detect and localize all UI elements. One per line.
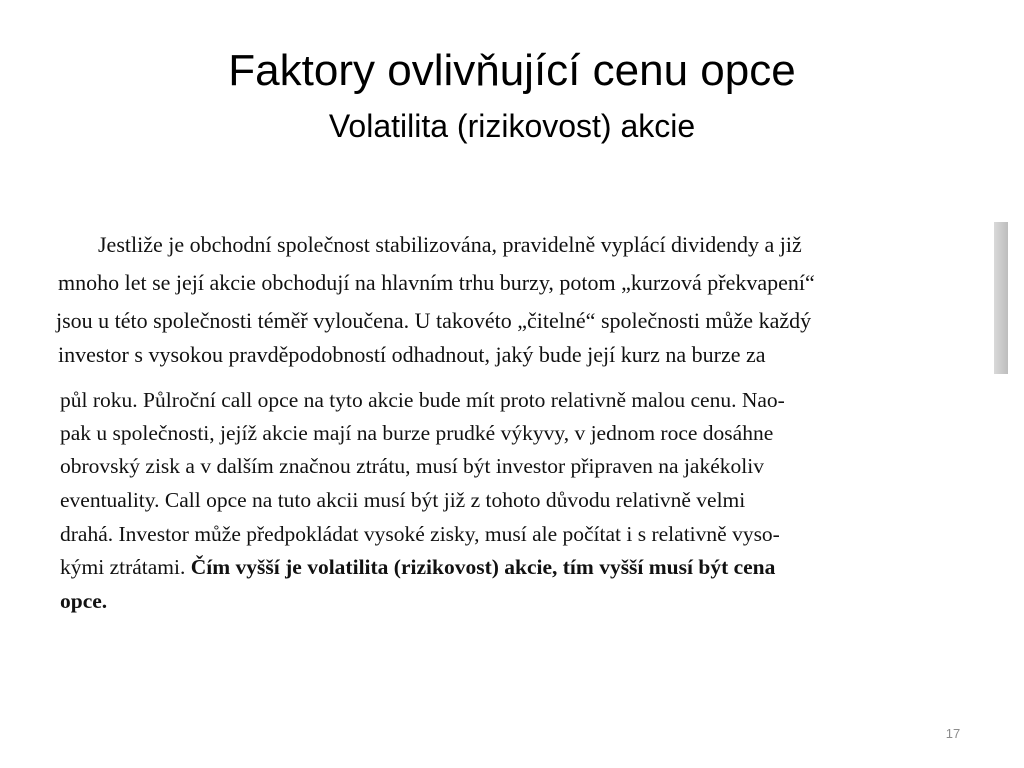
bold-text: Čím vyšší je volatilita (rizikovost) akcie, tím vyšší musí být cena (190, 555, 776, 579)
scan-line: jsou u této společnosti téměř vyloučena. U takovéto „čitelné“ společnosti může každý (56, 308, 812, 333)
scan-line: půl roku. Půlroční call opce na tyto akcie bude mít proto relativně malou cenu. Nao- (60, 388, 785, 412)
scan-edge-shadow (994, 222, 1008, 374)
scanned-text-top (52, 222, 1008, 374)
scan-line: drahá. Investor může předpokládat vysoké zisky, musí ale počítat i s relativně vyso- (60, 522, 780, 546)
scan-line-mixed (60, 555, 988, 580)
scan-line: eventuality. Call opce na tuto akcii musí být již z tohoto důvodu relativně velmi (60, 488, 746, 512)
slide-subtitle: Volatilita (rizikovost) akcie (328, 108, 696, 144)
scan-line: Jestliže je obchodní společnost stabilizována, pravidelně vyplácí dividendy a již (98, 232, 802, 257)
scan-line: mnoho let se její akcie obchodují na hlavním trhu burzy, potom „kurzová překvapení“ (58, 270, 815, 295)
page-number: 17 (945, 726, 961, 741)
scan-line: pak u společnosti, jejíž akcie mají na burze prudké výkyvy, v jednom roce dosáhne (60, 421, 774, 445)
normal-text: kými ztrátami. (60, 555, 191, 579)
scan-line: obrovský zisk a v dalším značnou ztrátu, musí být investor připraven na jakékoliv (60, 454, 764, 478)
slide-title: Faktory ovlivňující cenu opce (228, 46, 796, 95)
scanned-text-bottom (60, 388, 996, 628)
scan-line-bold: opce. (60, 589, 108, 613)
scan-line: investor s vysokou pravděpodobností odhadnout, jaký bude její kurz na burze za (58, 342, 766, 367)
